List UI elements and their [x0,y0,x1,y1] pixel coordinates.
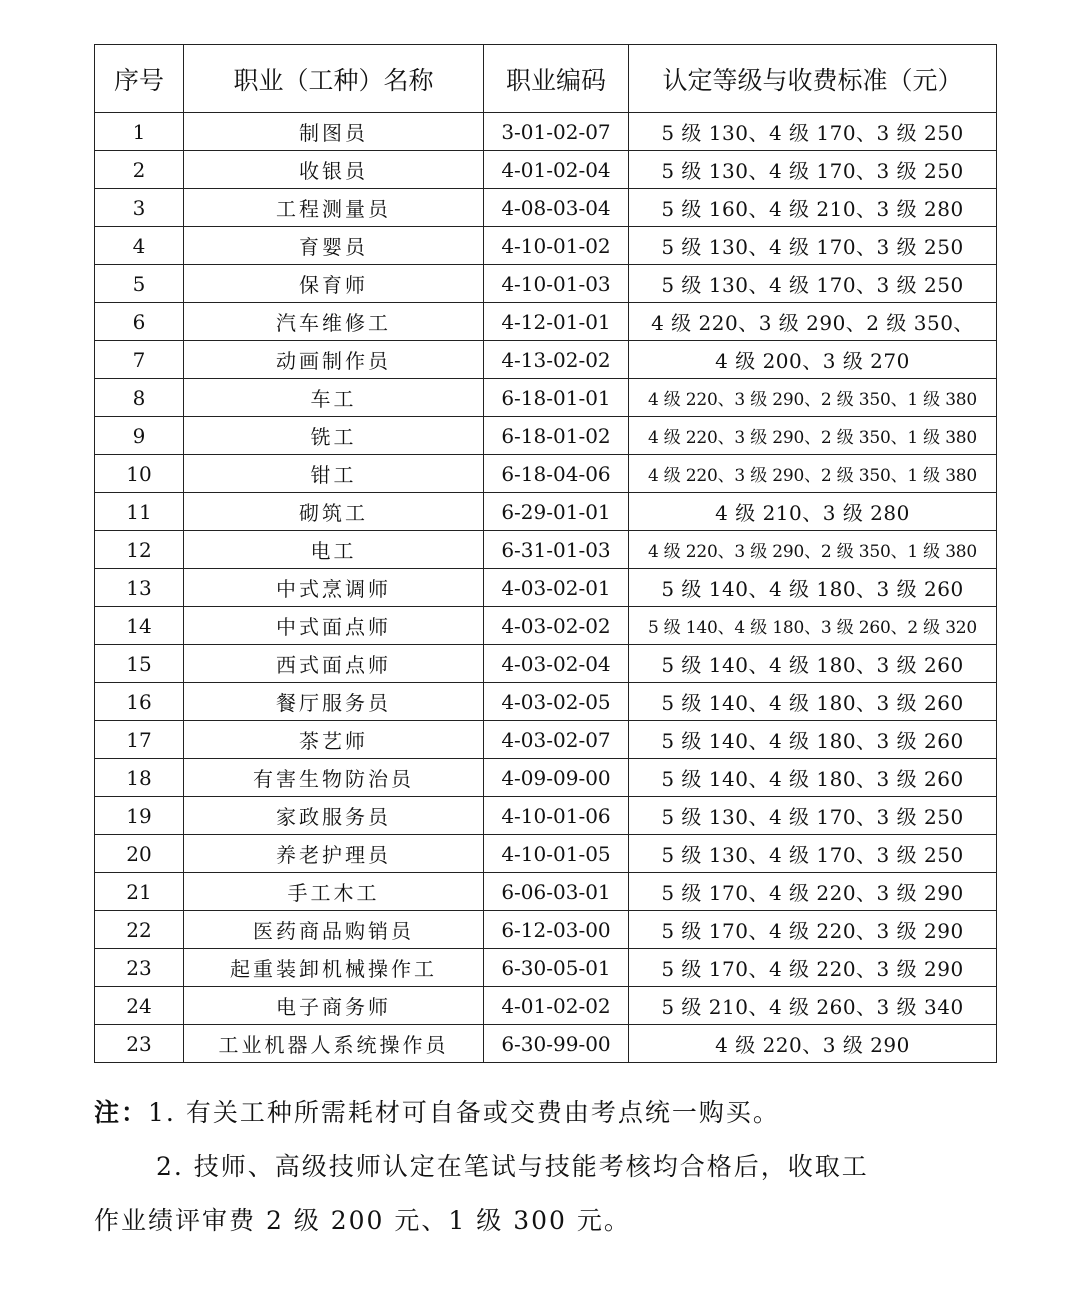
table-row [95,949,997,987]
cell-occupation-name: 中式面点师 [184,607,484,645]
cell-serial-number: 17 [95,721,184,759]
cell-level-fee: 4 级 210、3 级 280 [629,493,997,531]
cell-occupation-code: 3-01-02-07 [484,113,629,151]
cell-occupation-code: 4-03-02-04 [484,645,629,683]
cell-occupation-code: 4-01-02-04 [484,151,629,189]
cell-occupation-name: 西式面点师 [184,645,484,683]
cell-occupation-name: 车工 [184,379,484,417]
cell-level-fee: 4 级 220、3 级 290、2 级 350、1 级 380 [629,379,997,417]
cell-level-fee: 5 级 130、4 级 170、3 级 250 [629,797,997,835]
cell-occupation-code: 4-03-02-02 [484,607,629,645]
cell-serial-number: 21 [95,873,184,911]
cell-occupation-code: 4-01-02-02 [484,987,629,1025]
cell-serial-number: 3 [95,189,184,227]
notes-label: 注： [94,1098,149,1127]
cell-occupation-code: 6-18-01-02 [484,417,629,455]
cell-occupation-code: 6-30-05-01 [484,949,629,987]
cell-serial-number: 15 [95,645,184,683]
cell-occupation-name: 餐厅服务员 [184,683,484,721]
cell-occupation-name: 电子商务师 [184,987,484,1025]
cell-occupation-code: 4-03-02-01 [484,569,629,607]
cell-occupation-name: 铣工 [184,417,484,455]
cell-level-fee: 4 级 220、3 级 290、2 级 350、1 级 380 [629,455,997,493]
table-row [95,911,997,949]
table-row [95,873,997,911]
table-row [95,645,997,683]
table-row [95,303,997,341]
cell-occupation-code: 6-31-01-03 [484,531,629,569]
cell-occupation-code: 4-10-01-05 [484,835,629,873]
cell-serial-number: 7 [95,341,184,379]
fee-standard-table [94,44,997,1063]
cell-occupation-code: 4-12-01-01 [484,303,629,341]
table-row [95,455,997,493]
cell-serial-number: 5 [95,265,184,303]
cell-serial-number: 11 [95,493,184,531]
cell-level-fee: 5 级 130、4 级 170、3 级 250 [629,113,997,151]
cell-occupation-name: 汽车维修工 [184,303,484,341]
cell-serial-number: 18 [95,759,184,797]
note-2-continuation: 作业绩评审费 2 级 200 元、1 级 300 元。 [94,1206,631,1235]
cell-serial-number: 1 [95,113,184,151]
header-serial-number: 序号 [95,45,184,113]
cell-serial-number: 13 [95,569,184,607]
note-2-text: 2. 技师、高级技师认定在笔试与技能考核均合格后，收取工 [156,1152,869,1181]
table-row [95,189,997,227]
cell-level-fee: 4 级 220、3 级 290、2 级 350、 [629,303,997,341]
notes-section [94,1086,1014,1248]
cell-occupation-code: 4-09-09-00 [484,759,629,797]
cell-level-fee: 5 级 130、4 级 170、3 级 250 [629,835,997,873]
cell-occupation-code: 4-10-01-03 [484,265,629,303]
table-body [95,113,997,1063]
table-row [95,379,997,417]
cell-occupation-code: 4-13-02-02 [484,341,629,379]
cell-occupation-code: 4-03-02-05 [484,683,629,721]
cell-serial-number: 9 [95,417,184,455]
cell-occupation-code: 6-12-03-00 [484,911,629,949]
table-row [95,721,997,759]
table-row [95,151,997,189]
note-1-text: 1. 有关工种所需耗材可自备或交费由考点统一购买。 [148,1098,780,1127]
header-level-fee: 认定等级与收费标准（元） [629,45,997,113]
cell-occupation-code: 4-10-01-02 [484,227,629,265]
cell-occupation-code: 6-30-99-00 [484,1025,629,1063]
cell-occupation-code: 6-18-01-01 [484,379,629,417]
cell-level-fee: 5 级 170、4 级 220、3 级 290 [629,873,997,911]
cell-occupation-name: 起重装卸机械操作工 [184,949,484,987]
cell-occupation-name: 工业机器人系统操作员 [184,1025,484,1063]
cell-level-fee: 4 级 220、3 级 290、2 级 350、1 级 380 [629,417,997,455]
cell-serial-number: 23 [95,1025,184,1063]
cell-occupation-name: 保育师 [184,265,484,303]
table-row [95,797,997,835]
cell-occupation-name: 养老护理员 [184,835,484,873]
cell-occupation-name: 收银员 [184,151,484,189]
cell-level-fee: 4 级 220、3 级 290 [629,1025,997,1063]
table-row [95,265,997,303]
cell-serial-number: 10 [95,455,184,493]
cell-occupation-name: 医药商品购销员 [184,911,484,949]
cell-level-fee: 5 级 170、4 级 220、3 级 290 [629,911,997,949]
cell-serial-number: 23 [95,949,184,987]
cell-level-fee: 5 级 130、4 级 170、3 级 250 [629,227,997,265]
cell-occupation-code: 6-06-03-01 [484,873,629,911]
cell-serial-number: 14 [95,607,184,645]
cell-occupation-name: 茶艺师 [184,721,484,759]
cell-serial-number: 12 [95,531,184,569]
cell-occupation-name: 有害生物防治员 [184,759,484,797]
cell-serial-number: 20 [95,835,184,873]
cell-occupation-name: 工程测量员 [184,189,484,227]
table-row [95,227,997,265]
cell-level-fee: 5 级 140、4 级 180、3 级 260 [629,569,997,607]
cell-level-fee: 5 级 140、4 级 180、3 级 260 [629,683,997,721]
table-row [95,1025,997,1063]
cell-level-fee: 5 级 140、4 级 180、3 级 260 [629,721,997,759]
cell-occupation-name: 家政服务员 [184,797,484,835]
cell-occupation-code: 4-08-03-04 [484,189,629,227]
cell-occupation-name: 动画制作员 [184,341,484,379]
cell-serial-number: 24 [95,987,184,1025]
table-row [95,341,997,379]
cell-level-fee: 4 级 220、3 级 290、2 级 350、1 级 380 [629,531,997,569]
cell-level-fee: 5 级 210、4 级 260、3 级 340 [629,987,997,1025]
cell-occupation-name: 电工 [184,531,484,569]
table-row [95,987,997,1025]
table-row [95,531,997,569]
cell-serial-number: 19 [95,797,184,835]
cell-occupation-code: 6-29-01-01 [484,493,629,531]
cell-occupation-name: 砌筑工 [184,493,484,531]
table-row [95,569,997,607]
note-line-1 [94,1086,1014,1140]
cell-level-fee: 5 级 170、4 级 220、3 级 290 [629,949,997,987]
cell-level-fee: 5 级 130、4 级 170、3 级 250 [629,151,997,189]
cell-occupation-name: 中式烹调师 [184,569,484,607]
cell-occupation-name: 育婴员 [184,227,484,265]
cell-serial-number: 4 [95,227,184,265]
table-row [95,683,997,721]
cell-occupation-code: 4-10-01-06 [484,797,629,835]
table-row [95,607,997,645]
table-row [95,759,997,797]
cell-occupation-code: 4-03-02-07 [484,721,629,759]
cell-serial-number: 8 [95,379,184,417]
table-row [95,417,997,455]
cell-serial-number: 6 [95,303,184,341]
cell-occupation-name: 手工木工 [184,873,484,911]
cell-serial-number: 16 [95,683,184,721]
cell-level-fee: 5 级 130、4 级 170、3 级 250 [629,265,997,303]
cell-serial-number: 2 [95,151,184,189]
cell-serial-number: 22 [95,911,184,949]
cell-occupation-name: 钳工 [184,455,484,493]
table-row [95,113,997,151]
cell-occupation-name: 制图员 [184,113,484,151]
cell-level-fee: 5 级 140、4 级 180、3 级 260 [629,759,997,797]
header-occupation-code: 职业编码 [484,45,629,113]
header-occupation-name: 职业（工种）名称 [184,45,484,113]
table-header-row [95,45,997,113]
table-row [95,835,997,873]
cell-level-fee: 4 级 200、3 级 270 [629,341,997,379]
cell-level-fee: 5 级 140、4 级 180、3 级 260、2 级 320 [629,607,997,645]
cell-level-fee: 5 级 160、4 级 210、3 级 280 [629,189,997,227]
table-row [95,493,997,531]
cell-level-fee: 5 级 140、4 级 180、3 级 260 [629,645,997,683]
cell-occupation-code: 6-18-04-06 [484,455,629,493]
